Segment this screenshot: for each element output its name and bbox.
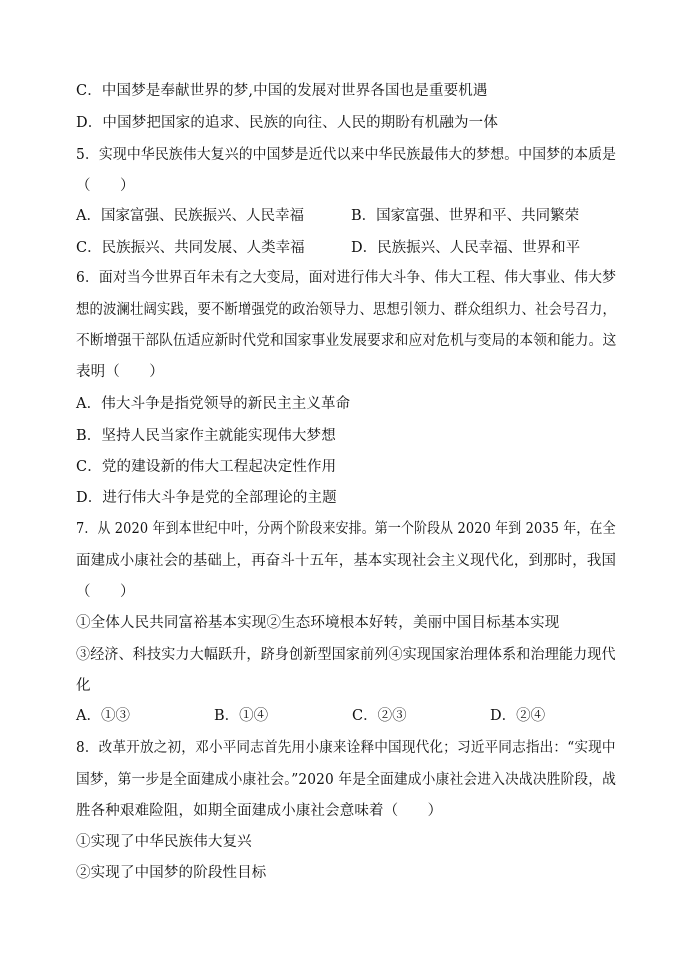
q5-option-b: B．国家富强、世界和平、共同繁荣 [351, 208, 580, 224]
q7-statement-34: ③经济、科技实力大幅跃升，跻身创新型国家前列④实现国家治理体系和治理能力现代 [76, 647, 616, 663]
q8-statement-1: ①实现了中华民族伟大复兴 [76, 834, 252, 850]
q8-stem-line3: 胜各种艰难险阻，如期全面建成小康社会意味着（ ） [76, 803, 443, 819]
q5-option-a: A．国家富强、民族振兴、人民幸福 [76, 208, 304, 224]
q6-option-a: A．伟大斗争是指党领导的新民主主义革命 [76, 396, 351, 412]
q5-option-c: C．民族振兴、共同发展、人类幸福 [76, 240, 305, 256]
q7-stem-line1: 7．从 2020 年到本世纪中叶，分两个阶段来安排。第一个阶段从 2020 年到 2035 年，在全 [76, 521, 616, 537]
q7-option-b: B．①④ [214, 708, 269, 724]
q6-stem-line1: 6．面对当今世界百年未有之大变局，面对进行伟大斗争、伟大工程、伟大事业、伟大梦 [76, 270, 617, 286]
q7-answer-blank: （ ） [76, 584, 135, 600]
q7-option-c: C．②③ [352, 708, 407, 724]
q7-statement-12: ①全体人民共同富裕基本实现②生态环境根本好转，美丽中国目标基本实现 [76, 615, 560, 631]
q8-stem-line2: 国梦，第一步是全面建成小康社会。”2020 年是全面建成小康社会进入决战决胜阶段，战 [76, 772, 617, 788]
q4-option-d: D．中国梦把国家的追求、民族的向往、人民的期盼有机融为一体 [76, 115, 498, 131]
q6-stem-line4: 表明（ ） [76, 364, 164, 380]
q7-stem-line2: 面建成小康社会的基础上，再奋斗十五年，基本实现社会主义现代化，到那时，我国 [76, 553, 617, 569]
q7-option-a: A．①③ [76, 708, 130, 724]
q8-statement-2: ②实现了中国梦的阶段性目标 [76, 865, 267, 881]
q5-stem: 5．实现中华民族伟大复兴的中国梦是近代以来中华民族最伟大的梦想。中国梦的本质是 [76, 147, 617, 163]
q5-option-d: D．民族振兴、人民幸福、世界和平 [351, 240, 581, 256]
q6-stem-line2: 想的波澜壮阔实践，要不断增强党的政治领导力、思想引领力、群众组织力、社会号召力， [76, 302, 616, 318]
q6-option-b: B．坚持人民当家作主就能实现伟大梦想 [76, 428, 336, 444]
q8-stem-line1: 8．改革开放之初，邓小平同志首先用小康来诠释中国现代化；习近平同志指出：“实现中 [76, 740, 616, 756]
q6-option-c: C．党的建设新的伟大工程起决定性作用 [76, 459, 337, 475]
q4-option-c: C．中国梦是奉献世界的梦,中国的发展对世界各国也是重要机遇 [76, 83, 488, 99]
q5-answer-blank: （ ） [76, 178, 135, 194]
q6-stem-line3: 不断增强干部队伍适应新时代党和国家事业发展要求和应对危机与变局的本领和能力。这 [76, 333, 617, 349]
q7-option-d: D．②④ [490, 708, 546, 724]
q7-statement-34-cont: 化 [76, 678, 91, 694]
q6-option-d: D．进行伟大斗争是党的全部理论的主题 [76, 490, 337, 506]
